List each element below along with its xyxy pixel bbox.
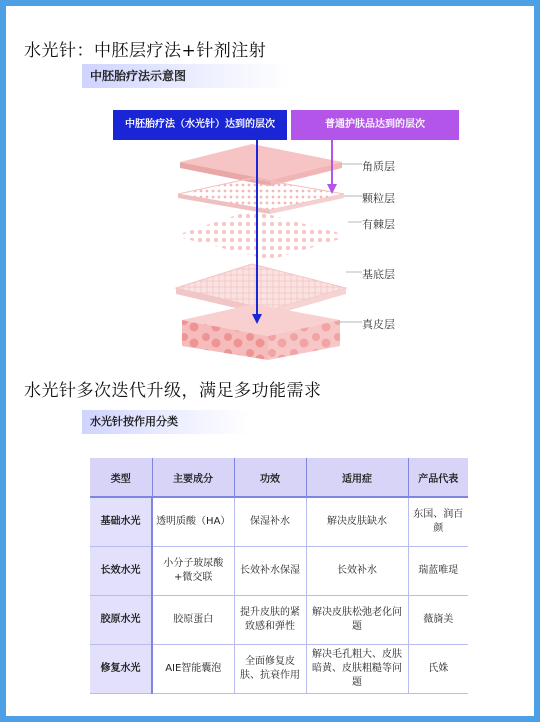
dermis-layer <box>182 304 340 360</box>
layer-leader-lines <box>340 164 362 322</box>
cell-indication: 解决皮肤缺水 <box>306 497 408 547</box>
cell-effect: 提升皮肤的紧致感和弹性 <box>234 596 306 645</box>
table-row <box>90 645 468 694</box>
label-stratum-corneum: 角质层 <box>362 160 395 173</box>
label-stratum-spinosum: 有棘层 <box>362 218 395 231</box>
cell-indication: 解决皮肤松弛老化问题 <box>306 596 408 645</box>
table-row <box>90 547 468 596</box>
skin-layer-diagram <box>156 140 366 360</box>
cell-product: 瑞蓝唯瑅 <box>408 547 468 596</box>
stratum-granulosum-layer <box>178 178 344 214</box>
callout-skincare-depth: 普通护肤品达到的层次 <box>291 110 459 140</box>
cell-type: 胶原水光 <box>90 596 152 645</box>
header-indication: 适用症 <box>306 458 408 497</box>
table-header-row <box>90 458 468 497</box>
classification-table <box>90 458 468 694</box>
cell-product: 薇旖美 <box>408 596 468 645</box>
cell-type: 基础水光 <box>90 497 152 547</box>
cell-indication: 解决毛孔粗大、皮肤暗黄、皮肤粗糙等问题 <box>306 645 408 694</box>
section2-heading: 水光针多次迭代升级，满足多功能需求 <box>24 381 322 401</box>
header-ingredient: 主要成分 <box>152 458 234 497</box>
stratum-spinosum-layer <box>174 210 350 260</box>
page-title: 水光针：中胚层疗法+针剂注射 <box>24 41 267 61</box>
cell-ingredient: 胶原蛋白 <box>152 596 234 645</box>
cell-ingredient: 小分子玻尿酸+微交联 <box>152 547 234 596</box>
cell-type: 修复水光 <box>90 645 152 694</box>
cell-type: 长效水光 <box>90 547 152 596</box>
header-type: 类型 <box>90 458 152 497</box>
cell-effect: 保湿补水 <box>234 497 306 547</box>
header-effect: 功效 <box>234 458 306 497</box>
cell-indication: 长效补水 <box>306 547 408 596</box>
cell-ingredient: 透明质酸（HA） <box>152 497 234 547</box>
cell-ingredient: AIE智能囊泡 <box>152 645 234 694</box>
table-row <box>90 596 468 645</box>
label-dermis: 真皮层 <box>362 318 395 331</box>
diagram-section-tag: 中胚胎疗法示意图 <box>82 64 290 88</box>
cell-effect: 全面修复皮肤、抗衰作用 <box>234 645 306 694</box>
cell-effect: 长效补水保湿 <box>234 547 306 596</box>
table-section-tag: 水光针按作用分类 <box>82 410 250 434</box>
table-row <box>90 497 468 547</box>
cell-product: 氏姝 <box>408 645 468 694</box>
callout-mesotherapy-depth: 中胚胎疗法（水光针）达到的层次 <box>113 110 287 140</box>
cell-product: 东国、润百颜 <box>408 497 468 547</box>
header-product: 产品代表 <box>408 458 468 497</box>
label-stratum-granulosum: 颗粒层 <box>362 192 395 205</box>
infographic-card <box>6 6 534 716</box>
label-stratum-basale: 基底层 <box>362 268 395 281</box>
